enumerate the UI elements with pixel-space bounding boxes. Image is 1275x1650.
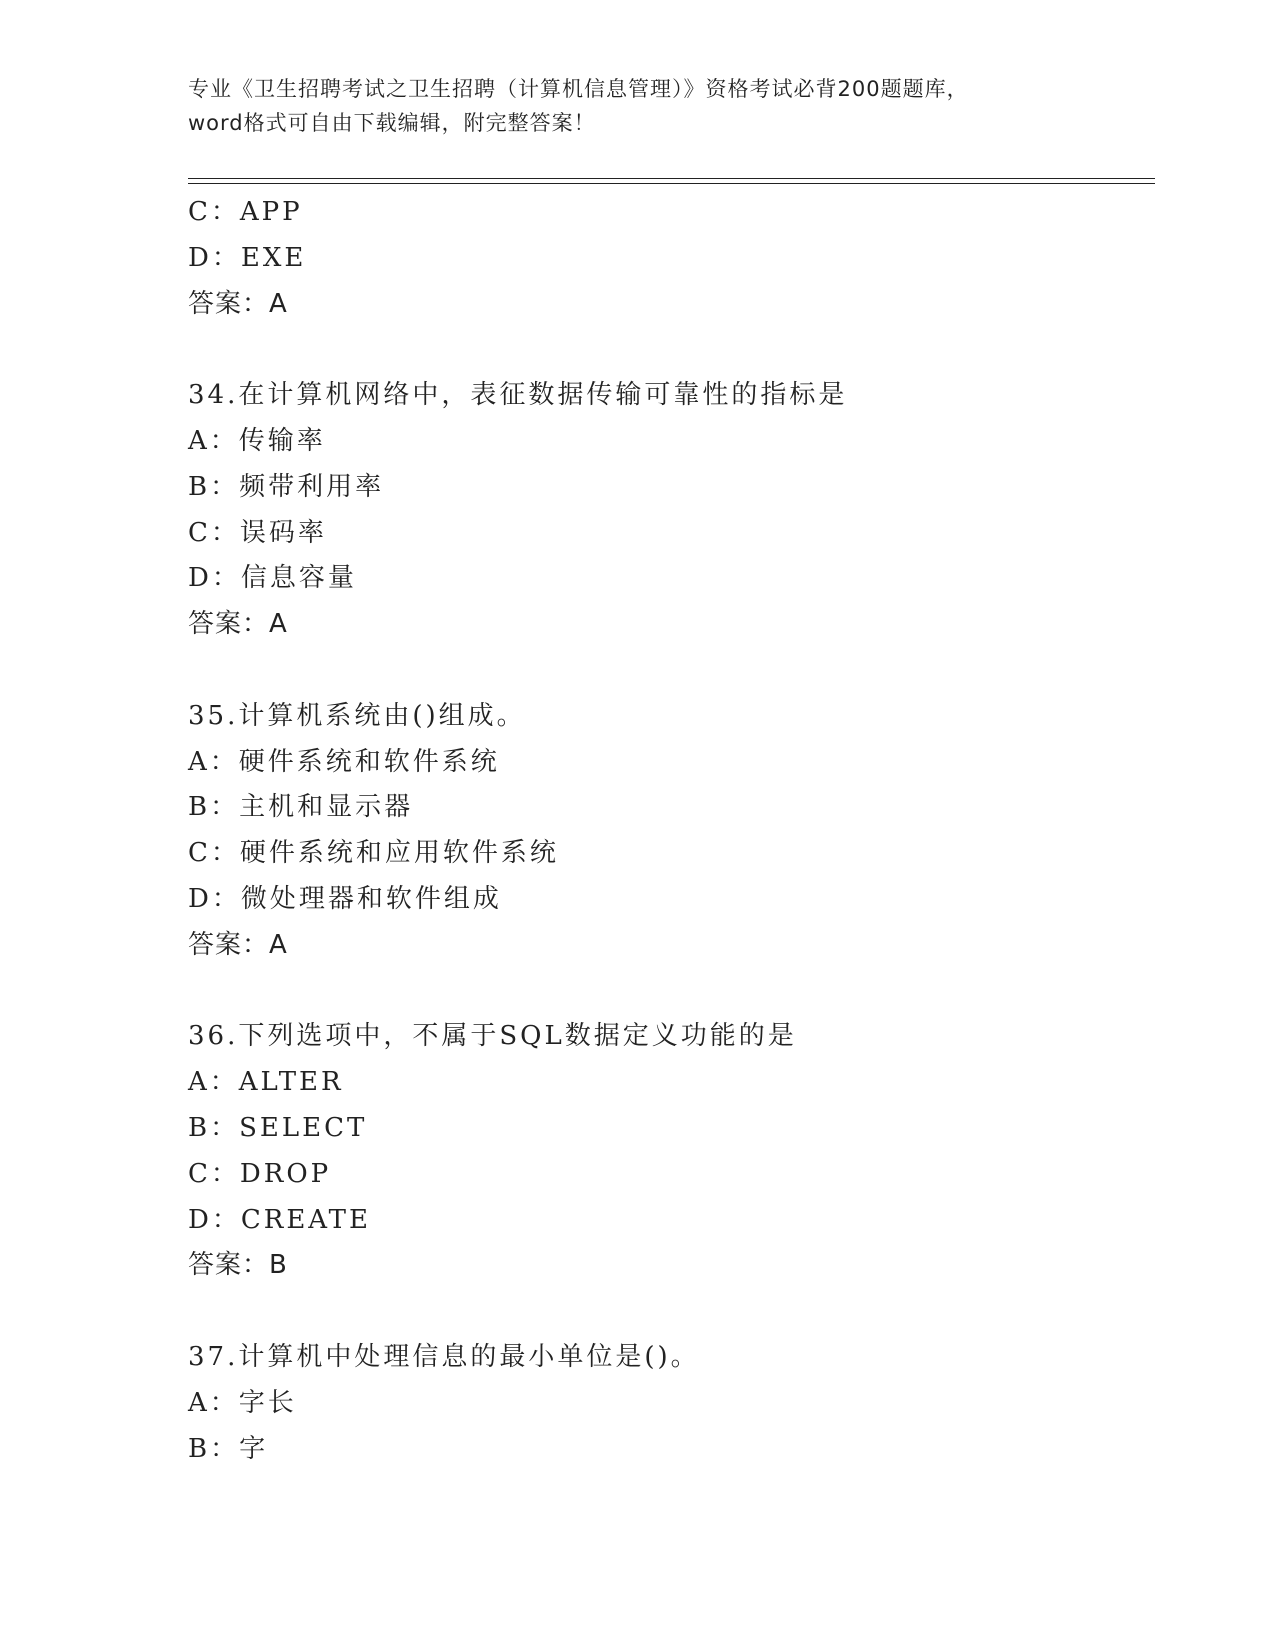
option-d: D：CREATE — [188, 1204, 371, 1235]
header-title-line-2: word格式可自由下载编辑，附完整答案！ — [188, 111, 596, 135]
question-35 — [188, 694, 1148, 969]
option-c: C：硬件系统和应用软件系统 — [188, 838, 559, 869]
option-d: D：EXE — [188, 242, 307, 273]
question-text: 37.计算机中处理信息的最小单位是()。 — [188, 1341, 700, 1372]
question-33-tail — [188, 190, 1148, 327]
option-b: B：主机和显示器 — [188, 792, 414, 823]
answer: 答案：A — [188, 609, 288, 640]
spacer — [188, 1289, 1148, 1335]
option-a: A：硬件系统和软件系统 — [188, 746, 500, 777]
option-b: B：频带利用率 — [188, 471, 385, 502]
spacer — [188, 648, 1148, 694]
option-d: D：信息容量 — [188, 563, 357, 594]
answer: 答案：A — [188, 288, 288, 319]
question-list — [188, 190, 1148, 1472]
answer: 答案：A — [188, 929, 288, 960]
option-a: A：ALTER — [188, 1067, 344, 1098]
question-text: 34.在计算机网络中，表征数据传输可靠性的指标是 — [188, 380, 848, 411]
option-c: C：DROP — [188, 1158, 332, 1189]
spacer — [188, 969, 1148, 1015]
option-a: A：传输率 — [188, 425, 326, 456]
option-d: D：微处理器和软件组成 — [188, 883, 502, 914]
question-37 — [188, 1335, 1148, 1472]
answer: 答案：B — [188, 1250, 288, 1281]
header-divider-bottom — [188, 183, 1155, 184]
option-b: B：SELECT — [188, 1112, 368, 1143]
question-36 — [188, 1014, 1148, 1289]
question-text: 35.计算机系统由()组成。 — [188, 700, 526, 731]
document-header — [188, 72, 1088, 140]
question-34 — [188, 373, 1148, 648]
option-a: A：字长 — [188, 1387, 297, 1418]
option-c: C：APP — [188, 197, 303, 227]
header-title-line-1: 专业《卫生招聘考试之卫生招聘（计算机信息管理）》资格考试必背200题题库， — [188, 77, 969, 101]
header-divider-top — [188, 178, 1155, 179]
option-c: C：误码率 — [188, 517, 327, 548]
option-b: B：字 — [188, 1433, 269, 1464]
spacer — [188, 327, 1148, 373]
question-text: 36.下列选项中，不属于SQL数据定义功能的是 — [188, 1021, 797, 1052]
